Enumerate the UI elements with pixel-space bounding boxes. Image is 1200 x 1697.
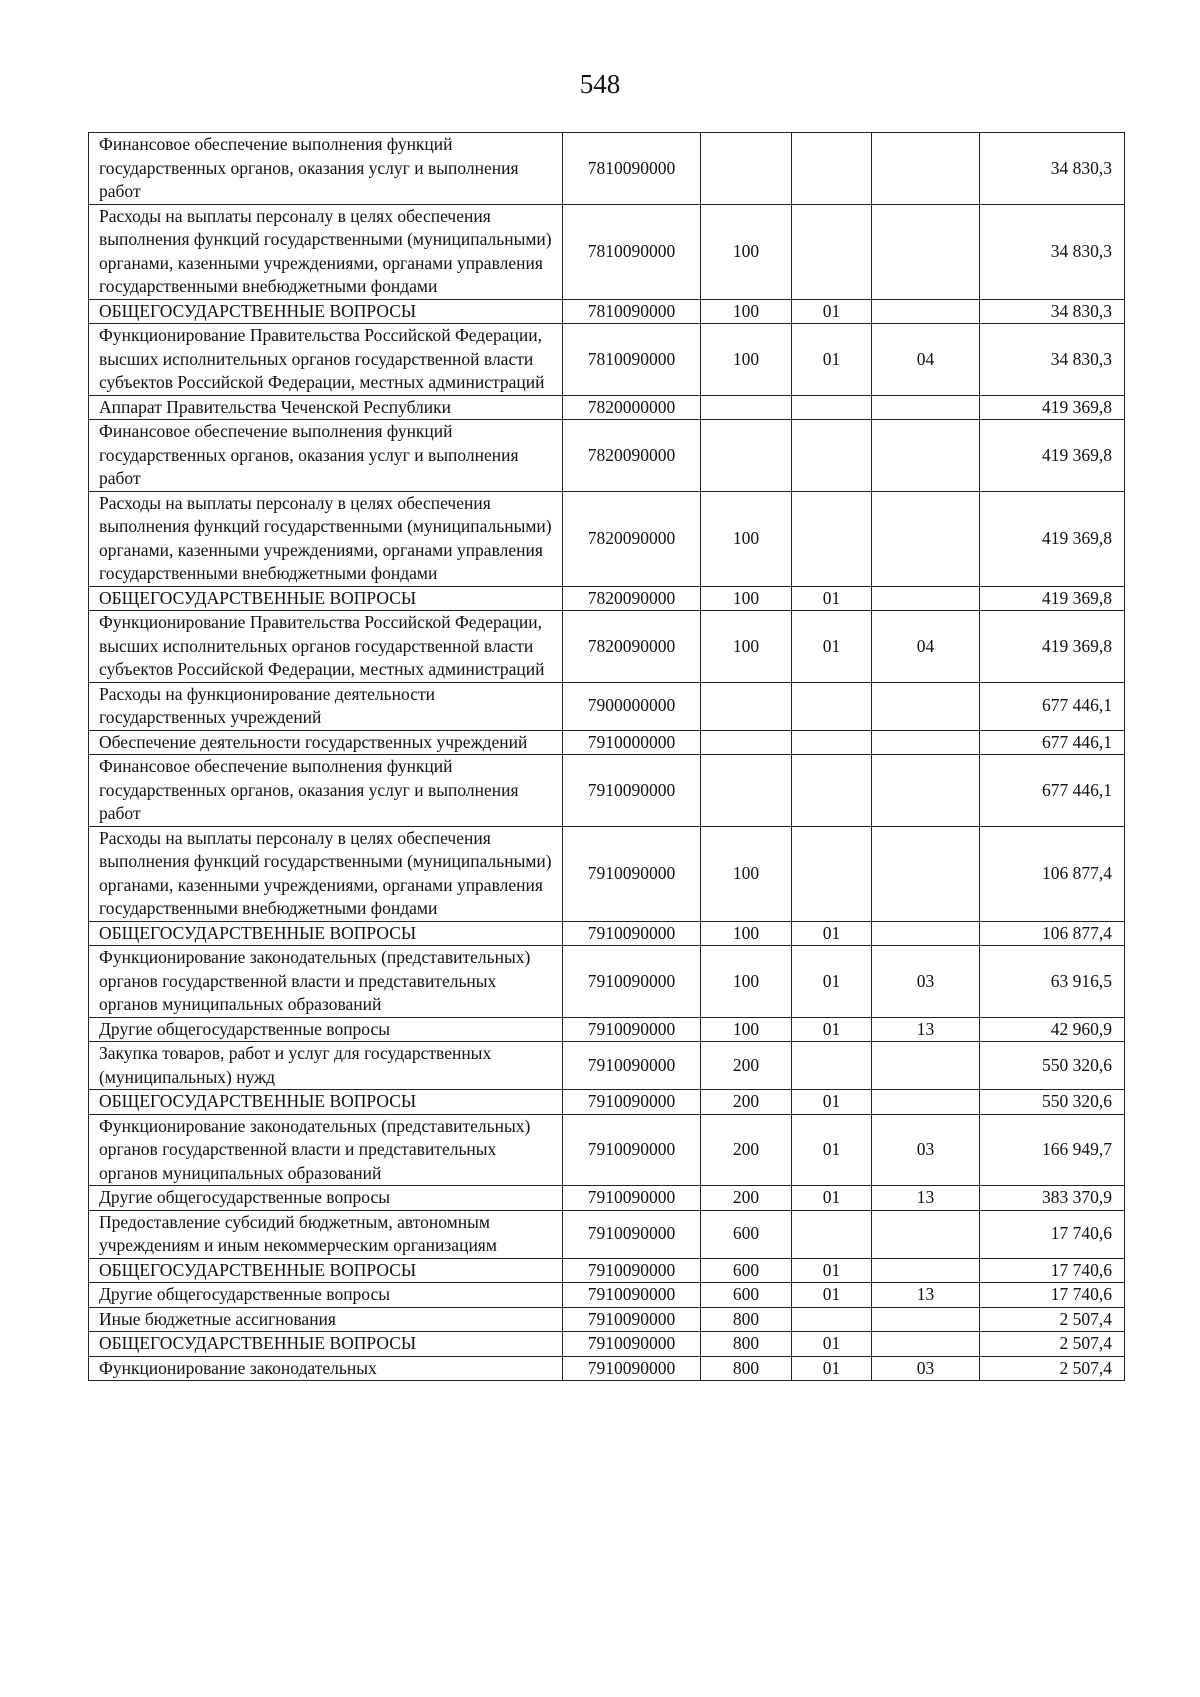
row-expense-type: 200 — [701, 1186, 792, 1211]
table-row — [89, 755, 1125, 827]
row-section: 01 — [792, 1283, 872, 1308]
row-expense-type: 800 — [701, 1307, 792, 1332]
row-section: 01 — [792, 1258, 872, 1283]
row-amount: 550 320,6 — [980, 1090, 1125, 1115]
row-subsection — [872, 491, 980, 586]
row-description: ОБЩЕГОСУДАРСТВЕННЫЕ ВОПРОСЫ — [89, 586, 563, 611]
table-row — [89, 133, 1125, 205]
row-description: Другие общегосударственные вопросы — [89, 1186, 563, 1211]
row-description: Иные бюджетные ассигнования — [89, 1307, 563, 1332]
budget-table — [88, 132, 1125, 1381]
row-section — [792, 730, 872, 755]
row-section — [792, 755, 872, 827]
row-expense-type: 200 — [701, 1042, 792, 1090]
row-section: 01 — [792, 1017, 872, 1042]
row-expense-type: 600 — [701, 1210, 792, 1258]
row-amount: 2 507,4 — [980, 1307, 1125, 1332]
table-row — [89, 1210, 1125, 1258]
row-target-code: 7910090000 — [563, 1090, 701, 1115]
row-target-code: 7910090000 — [563, 1356, 701, 1381]
row-expense-type: 100 — [701, 611, 792, 683]
row-amount: 166 949,7 — [980, 1114, 1125, 1186]
row-target-code: 7910090000 — [563, 1210, 701, 1258]
row-target-code: 7910090000 — [563, 946, 701, 1018]
row-subsection — [872, 826, 980, 921]
row-section: 01 — [792, 1090, 872, 1115]
row-target-code: 7810090000 — [563, 299, 701, 324]
row-subsection — [872, 730, 980, 755]
row-section — [792, 204, 872, 299]
row-description: Расходы на выплаты персоналу в целях обеспечения выполнения функций государственными (муниципальными) органами, казенными учреждениями, органами управления государственными внебюджетными фондами — [89, 491, 563, 586]
row-amount: 17 740,6 — [980, 1283, 1125, 1308]
row-section — [792, 491, 872, 586]
row-expense-type: 100 — [701, 299, 792, 324]
row-subsection — [872, 395, 980, 420]
table-row — [89, 1258, 1125, 1283]
table-row — [89, 1356, 1125, 1381]
row-section — [792, 395, 872, 420]
row-subsection — [872, 420, 980, 492]
budget-table-body — [89, 133, 1125, 1381]
row-description: ОБЩЕГОСУДАРСТВЕННЫЕ ВОПРОСЫ — [89, 921, 563, 946]
row-expense-type: 600 — [701, 1258, 792, 1283]
row-section — [792, 682, 872, 730]
row-amount: 42 960,9 — [980, 1017, 1125, 1042]
table-row — [89, 611, 1125, 683]
row-expense-type: 100 — [701, 946, 792, 1018]
row-expense-type: 200 — [701, 1114, 792, 1186]
row-section: 01 — [792, 921, 872, 946]
row-section: 01 — [792, 324, 872, 396]
row-subsection: 13 — [872, 1017, 980, 1042]
row-subsection — [872, 1332, 980, 1357]
row-expense-type — [701, 395, 792, 420]
row-target-code: 7810090000 — [563, 204, 701, 299]
table-row — [89, 420, 1125, 492]
row-section: 01 — [792, 1356, 872, 1381]
table-row — [89, 682, 1125, 730]
row-section — [792, 1307, 872, 1332]
row-amount: 419 369,8 — [980, 395, 1125, 420]
row-subsection — [872, 682, 980, 730]
row-section: 01 — [792, 946, 872, 1018]
row-target-code: 7910090000 — [563, 1258, 701, 1283]
row-expense-type: 800 — [701, 1356, 792, 1381]
row-expense-type — [701, 682, 792, 730]
row-description: ОБЩЕГОСУДАРСТВЕННЫЕ ВОПРОСЫ — [89, 1090, 563, 1115]
row-subsection: 03 — [872, 946, 980, 1018]
row-amount: 677 446,1 — [980, 682, 1125, 730]
row-subsection — [872, 1307, 980, 1332]
row-subsection: 04 — [872, 611, 980, 683]
row-target-code: 7910090000 — [563, 1186, 701, 1211]
row-amount: 2 507,4 — [980, 1356, 1125, 1381]
table-row — [89, 1017, 1125, 1042]
row-subsection: 03 — [872, 1114, 980, 1186]
row-target-code: 7820090000 — [563, 611, 701, 683]
row-target-code: 7820090000 — [563, 586, 701, 611]
page-number: 548 — [579, 69, 621, 99]
table-row — [89, 395, 1125, 420]
row-expense-type — [701, 420, 792, 492]
row-target-code: 7820000000 — [563, 395, 701, 420]
row-subsection — [872, 755, 980, 827]
table-row — [89, 1042, 1125, 1090]
row-section — [792, 1042, 872, 1090]
row-subsection: 13 — [872, 1283, 980, 1308]
row-target-code: 7810090000 — [563, 324, 701, 396]
row-target-code: 7910090000 — [563, 1017, 701, 1042]
row-amount: 419 369,8 — [980, 420, 1125, 492]
row-target-code: 7820090000 — [563, 491, 701, 586]
row-subsection — [872, 204, 980, 299]
row-description: Финансовое обеспечение выполнения функций государственных органов, оказания услуг и выполнения работ — [89, 755, 563, 827]
row-target-code: 7910090000 — [563, 1332, 701, 1357]
row-description: Обеспечение деятельности государственных учреждений — [89, 730, 563, 755]
row-amount: 550 320,6 — [980, 1042, 1125, 1090]
row-expense-type: 100 — [701, 491, 792, 586]
row-subsection — [872, 1258, 980, 1283]
row-description: Расходы на функционирование деятельности государственных учреждений — [89, 682, 563, 730]
row-amount: 677 446,1 — [980, 730, 1125, 755]
row-expense-type: 800 — [701, 1332, 792, 1357]
row-target-code: 7910090000 — [563, 921, 701, 946]
table-row — [89, 1186, 1125, 1211]
row-subsection — [872, 299, 980, 324]
row-subsection — [872, 921, 980, 946]
row-subsection — [872, 586, 980, 611]
row-description: Финансовое обеспечение выполнения функций государственных органов, оказания услуг и выполнения работ — [89, 133, 563, 205]
table-row — [89, 921, 1125, 946]
row-amount: 34 830,3 — [980, 299, 1125, 324]
table-row — [89, 299, 1125, 324]
row-subsection — [872, 1090, 980, 1115]
row-subsection: 13 — [872, 1186, 980, 1211]
row-expense-type: 200 — [701, 1090, 792, 1115]
row-expense-type: 100 — [701, 1017, 792, 1042]
row-amount: 17 740,6 — [980, 1210, 1125, 1258]
table-row — [89, 1090, 1125, 1115]
row-description: ОБЩЕГОСУДАРСТВЕННЫЕ ВОПРОСЫ — [89, 299, 563, 324]
row-amount: 34 830,3 — [980, 324, 1125, 396]
row-amount: 34 830,3 — [980, 204, 1125, 299]
row-section: 01 — [792, 1114, 872, 1186]
row-expense-type — [701, 730, 792, 755]
row-expense-type: 100 — [701, 921, 792, 946]
row-description: Аппарат Правительства Чеченской Республики — [89, 395, 563, 420]
row-description: Функционирование законодательных (представительных) органов государственной власти и представительных органов муниципальных образований — [89, 1114, 563, 1186]
row-amount: 677 446,1 — [980, 755, 1125, 827]
row-expense-type — [701, 755, 792, 827]
row-amount: 106 877,4 — [980, 921, 1125, 946]
table-row — [89, 1283, 1125, 1308]
row-section — [792, 133, 872, 205]
row-amount: 419 369,8 — [980, 586, 1125, 611]
row-target-code: 7910090000 — [563, 755, 701, 827]
row-target-code: 7910090000 — [563, 1283, 701, 1308]
row-target-code: 7820090000 — [563, 420, 701, 492]
row-section — [792, 1210, 872, 1258]
row-amount: 2 507,4 — [980, 1332, 1125, 1357]
table-row — [89, 1307, 1125, 1332]
row-expense-type — [701, 133, 792, 205]
table-row — [89, 946, 1125, 1018]
row-target-code: 7910000000 — [563, 730, 701, 755]
row-section: 01 — [792, 586, 872, 611]
row-amount: 17 740,6 — [980, 1258, 1125, 1283]
row-amount: 106 877,4 — [980, 826, 1125, 921]
row-amount: 419 369,8 — [980, 611, 1125, 683]
row-expense-type: 100 — [701, 826, 792, 921]
row-description: Расходы на выплаты персоналу в целях обеспечения выполнения функций государственными (муниципальными) органами, казенными учреждениями, органами управления государственными внебюджетными фондами — [89, 826, 563, 921]
row-section: 01 — [792, 611, 872, 683]
row-target-code: 7910090000 — [563, 1307, 701, 1332]
table-row — [89, 324, 1125, 396]
row-expense-type: 600 — [701, 1283, 792, 1308]
row-description: ОБЩЕГОСУДАРСТВЕННЫЕ ВОПРОСЫ — [89, 1332, 563, 1357]
row-section: 01 — [792, 1186, 872, 1211]
table-row — [89, 730, 1125, 755]
row-target-code: 7910090000 — [563, 1114, 701, 1186]
row-target-code: 7910090000 — [563, 826, 701, 921]
row-description: Функционирование Правительства Российской Федерации, высших исполнительных органов государственной власти субъектов Российской Федерации, местных администраций — [89, 611, 563, 683]
row-description: Функционирование Правительства Российской Федерации, высших исполнительных органов государственной власти субъектов Российской Федерации, местных администраций — [89, 324, 563, 396]
table-row — [89, 1332, 1125, 1357]
row-subsection — [872, 1210, 980, 1258]
row-description: Функционирование законодательных (представительных) органов государственной власти и представительных органов муниципальных образований — [89, 946, 563, 1018]
row-section: 01 — [792, 299, 872, 324]
row-target-code: 7910090000 — [563, 1042, 701, 1090]
row-subsection: 04 — [872, 324, 980, 396]
row-section — [792, 420, 872, 492]
row-expense-type: 100 — [701, 204, 792, 299]
row-description: Финансовое обеспечение выполнения функций государственных органов, оказания услуг и выполнения работ — [89, 420, 563, 492]
row-amount: 383 370,9 — [980, 1186, 1125, 1211]
row-section — [792, 826, 872, 921]
row-amount: 419 369,8 — [980, 491, 1125, 586]
row-description: Другие общегосударственные вопросы — [89, 1283, 563, 1308]
table-row — [89, 1114, 1125, 1186]
table-row — [89, 204, 1125, 299]
row-subsection — [872, 133, 980, 205]
row-subsection: 03 — [872, 1356, 980, 1381]
row-target-code: 7900000000 — [563, 682, 701, 730]
row-amount: 34 830,3 — [980, 133, 1125, 205]
row-subsection — [872, 1042, 980, 1090]
table-row — [89, 826, 1125, 921]
row-section: 01 — [792, 1332, 872, 1357]
row-description: Предоставление субсидий бюджетным, автономным учреждениям и иным некоммерческим организациям — [89, 1210, 563, 1258]
row-target-code: 7810090000 — [563, 133, 701, 205]
table-row — [89, 586, 1125, 611]
table-row — [89, 491, 1125, 586]
row-amount: 63 916,5 — [980, 946, 1125, 1018]
row-description: Другие общегосударственные вопросы — [89, 1017, 563, 1042]
row-description: Расходы на выплаты персоналу в целях обеспечения выполнения функций государственными (муниципальными) органами, казенными учреждениями, органами управления государственными внебюджетными фондами — [89, 204, 563, 299]
row-description: ОБЩЕГОСУДАРСТВЕННЫЕ ВОПРОСЫ — [89, 1258, 563, 1283]
row-expense-type: 100 — [701, 324, 792, 396]
row-description: Функционирование законодательных — [89, 1356, 563, 1381]
row-expense-type: 100 — [701, 586, 792, 611]
row-description: Закупка товаров, работ и услуг для государственных (муниципальных) нужд — [89, 1042, 563, 1090]
